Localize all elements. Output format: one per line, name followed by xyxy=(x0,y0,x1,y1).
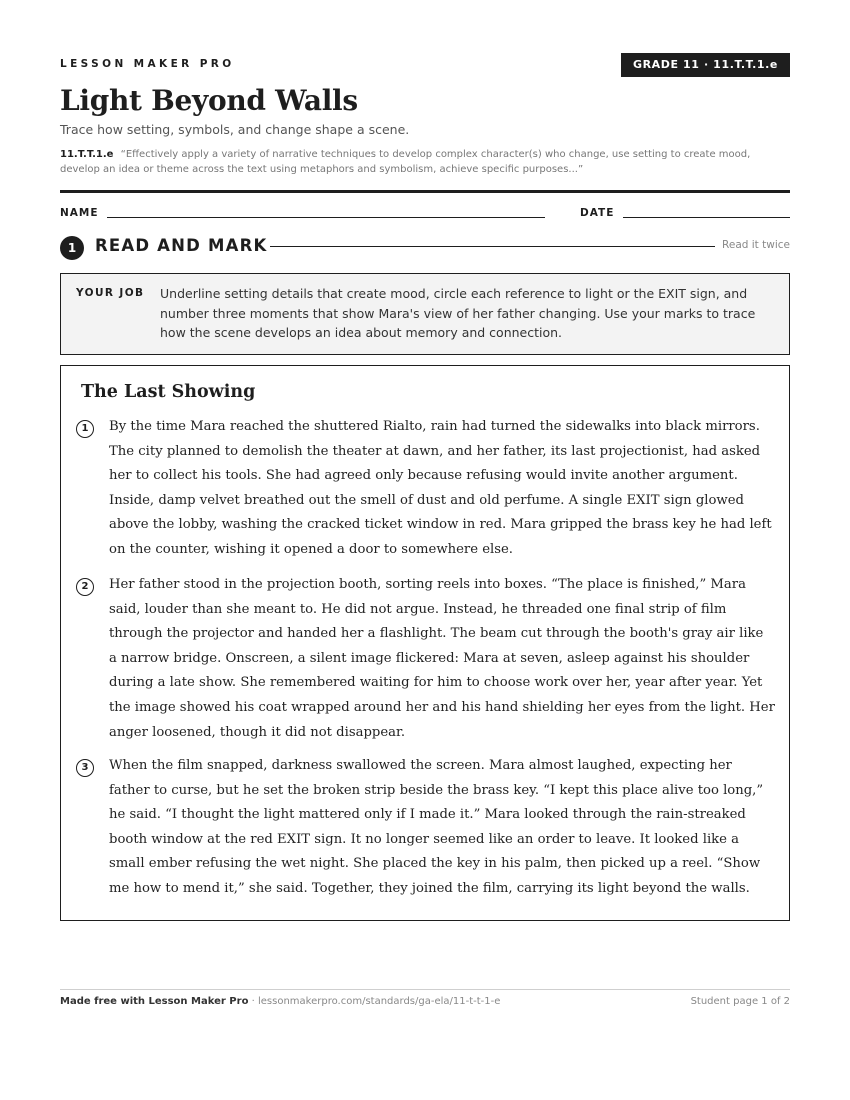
lesson-subtitle: Trace how setting, symbols, and change shape a scene. xyxy=(60,122,410,137)
standard-text: “Effectively apply a variety of narrative techniques to develop complex character(s) who change, use setting to create mood, develop an idea or theme across the text using metaphors and symbolism, achieve specific purposes...” xyxy=(60,149,751,175)
top-bar xyxy=(60,53,790,78)
paragraph-text: Her father stood in the projection booth, sorting reels into boxes. “The place is finished,” Mara said, louder than she meant to. He did not argue. Instead, he threaded one final strip of film through the projector and handed her a flashlight. The beam cut through the booth's gray air like a narrow bridge. Onscreen, a silent image flickered: Mara at seven, asleep against his shoulder during a late show. She remembered waiting for him to choose work over her, year after year. Yet the image showed his coat wrapped around her and his hand shielding her eyes from the light. Her anger loosened, though it did not disappear. xyxy=(109,577,775,740)
date-label: DATE xyxy=(580,207,615,219)
section-note: Read it twice xyxy=(722,239,790,251)
footer-made-with: Made free with Lesson Maker Pro xyxy=(60,996,249,1007)
paragraph-number: 3 xyxy=(76,759,94,777)
instructions-text: Underline setting details that create mood, circle each reference to light or the EXIT sign, and number three moments that show Mara's view of her father changing. Use your marks to trace how the scene develops an idea about memory and connection. xyxy=(160,286,756,340)
lesson-title: Light Beyond Walls xyxy=(60,84,358,117)
paragraph-number: 2 xyxy=(76,578,94,596)
grade-badge: GRADE 11 · 11.T.T.1.e xyxy=(621,53,790,77)
paragraph-text: When the film snapped, darkness swallowed the screen. Mara almost laughed, expecting her father to curse, but he set the broken strip beside the brass key. “I kept this place alive too long,” he said. “I thought the light mattered only if I made it.” Mara looked through the rain-streaked booth window at the red EXIT sign. It no longer seemed like an order to leave. It looked like a small ember refusing the wet night. She placed the key in his palm, then picked up a reel. “Show me how to mend it,” she said. Together, they joined the film, carrying its light beyond the walls. xyxy=(109,758,764,896)
footer-url[interactable]: lessonmakerpro.com/standards/ga-ela/11-t-t-1-e xyxy=(257,996,501,1007)
name-label: NAME xyxy=(60,207,99,219)
page-number: Student page 1 of 2 xyxy=(690,996,790,1007)
name-field[interactable] xyxy=(107,217,545,218)
name-date-row xyxy=(60,205,790,223)
story-title: The Last Showing xyxy=(81,382,256,402)
section-number-badge: 1 xyxy=(60,236,84,260)
page-footer xyxy=(60,989,790,1007)
standard-code: 11.T.T.1.e xyxy=(60,149,114,160)
section-title: READ AND MARK xyxy=(95,236,268,255)
story-passage xyxy=(60,365,790,921)
instructions-box xyxy=(60,273,790,355)
brand-name: LESSON MAKER PRO xyxy=(60,58,235,70)
paragraph-number: 1 xyxy=(76,420,94,438)
date-field[interactable] xyxy=(623,217,790,218)
footer-separator: · xyxy=(248,996,258,1007)
footer-credit xyxy=(60,996,500,1007)
worksheet-page xyxy=(60,0,790,1100)
section-rule xyxy=(270,246,715,247)
paragraph-text: By the time Mara reached the shuttered Rialto, rain had turned the sidewalks into black mirrors. The city planned to demolish the theater at dawn, and her father, its last projectionist, had asked her to collect his tools. She had agreed only because refusing would invite another argument. Inside, damp velvet breathed out the smell of dust and old perfume. A single EXIT sign glowed above the lobby, washing the cracked ticket window in red. Mara gripped the brass key he had left on the counter, wishing it opened a door to somewhere else. xyxy=(109,419,772,557)
instructions-label: YOUR JOB xyxy=(76,287,145,299)
section-heading xyxy=(60,235,790,259)
header-divider xyxy=(60,190,790,193)
standard-description xyxy=(60,147,790,177)
